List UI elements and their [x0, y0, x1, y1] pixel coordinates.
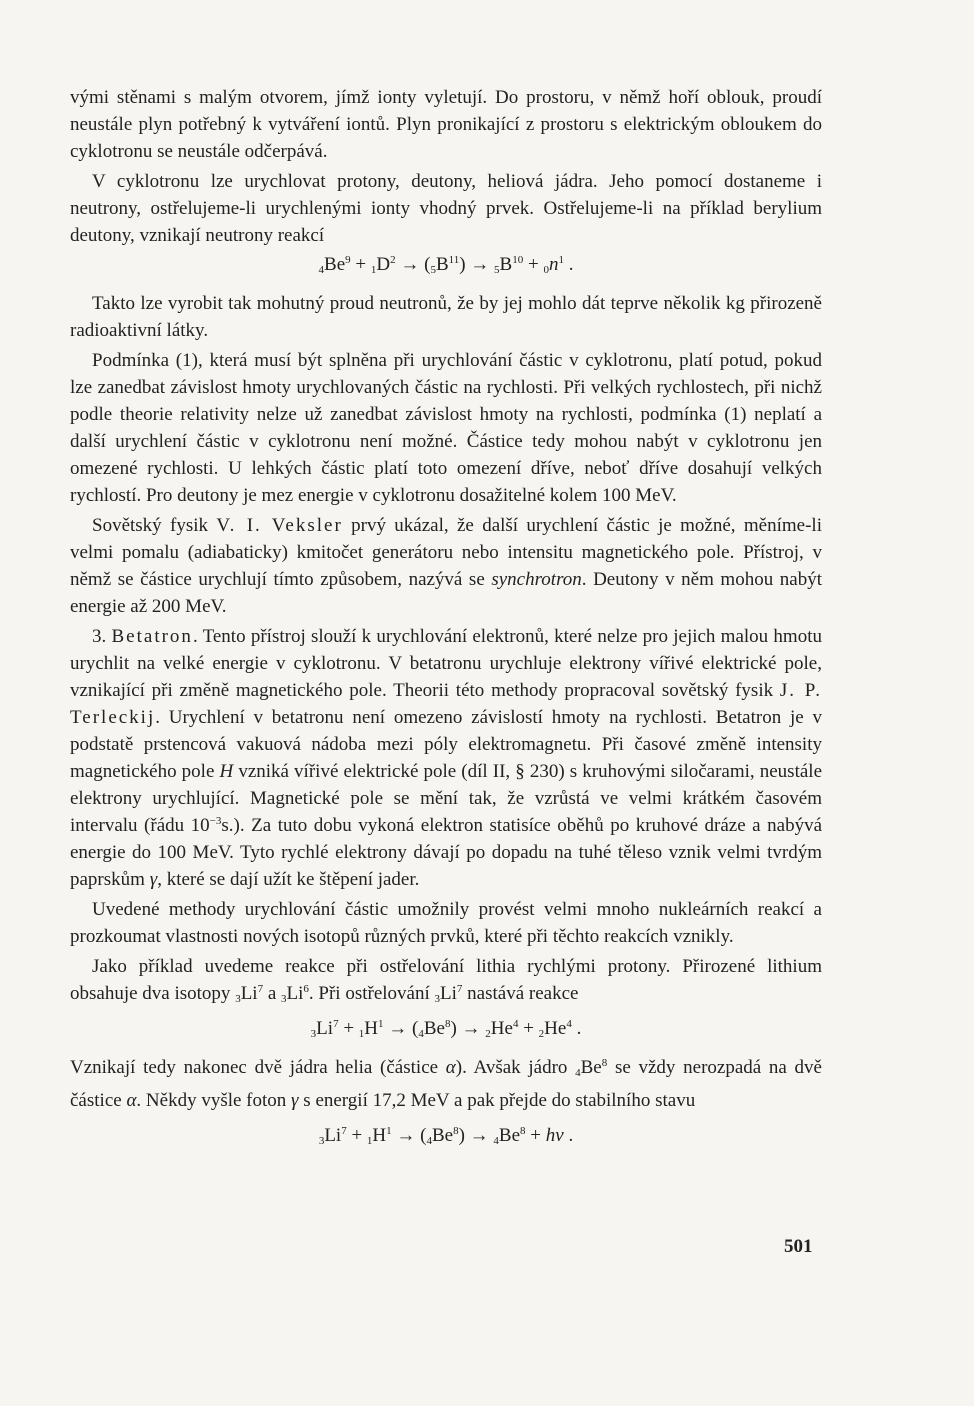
- page-number: 501: [784, 1236, 813, 1257]
- person-name: J. P. Terleckij: [70, 680, 822, 728]
- paragraph-8: Jako příklad uvedeme reakce při ostřelování lithia rychlými protony. Přirozené lithium obsahuje dva isotopy 3Li$^7$ a 3Li$^6$. Při ostřelování 3Li$^7$ nastává reakce: [70, 956, 822, 1005]
- person-name: V. I. Veksler: [216, 515, 343, 536]
- term-synchrotron: synchrotron: [491, 569, 582, 590]
- paragraph-5: Sovětský fysik V. I. Veksler prvý ukázal, že další urychlení částic je možné, měníme-li velmi pomalu (adiabaticky) kmitočet generátoru nebo intensitu magnetického pole. Přístroj, v němž se částice urychlují tímto způsobem, nazývá se synchrotron. Deutony v něm mohou nabýt energie až 200 MeV.: [70, 515, 822, 617]
- section-heading: Betatron: [111, 626, 193, 647]
- paragraph-3: Takto lze vyrobit tak mohutný proud neutronů, že by jej mohlo dát teprve několik kg přirozeně radioaktivní látky.: [70, 293, 822, 341]
- paragraph-2: V cyklotronu lze urychlovat protony, deutony, heliová jádra. Jeho pomocí dostaneme i neutrony, ostřelujeme-li urychlenými ionty vhodný prvek. Ostřelujeme-li na příklad berylium deutony, vznikají neutrony reakcí: [70, 171, 822, 246]
- paragraph-1: vými stěnami s malým otvorem, jímž ionty vyletují. Do prostoru, v němž hoří oblouk, proudí neustále plyn potřebný k vytváření iontů. Plyn pronikající z prostoru s elektrickým obloukem do cyklotronu se neustále odčerpává.: [70, 87, 822, 162]
- equation-beryllium: $4Be^9 + 1D^2 \to (5B^{11}) \to 5B^{10} + 0n^1$ .: [318, 254, 574, 276]
- paragraph-9: Vznikají tedy nakonec dvě jádra helia (částice α). Avšak jádro 4Be$^8$ se vždy nerozpadá na dvě částice α. Někdy vyšle foton γ s energií 17,2 MeV a pak přejde do stabilního stavu: [70, 1057, 822, 1111]
- equation-lithium-2: $3Li^7 + 1H^1 \to (4Be^8) \to 4Be^8 + h\nu$ .: [318, 1125, 574, 1147]
- paragraph-7: Uvedené methody urychlování částic umožnily provést velmi mnoho nukleárních reakcí a prozkoumat vlastnosti nových isotopů různých prvků, které při těchto reakcích vznikly.: [70, 899, 822, 947]
- equation-lithium-1: $3Li^7 + 1H^1 \to (4Be^8) \to 2He^4 + 2He^4$ .: [310, 1018, 582, 1040]
- paragraph-4: Podmínka (1), která musí být splněna při urychlování částic v cyklotronu, platí potud, pokud lze zanedbat závislost hmoty urychlovaných částic na rychlosti. Při velkých rychlostech, při nichž podle theorie relativity nelze už zanedbat závislost hmoty na rychlosti, podmínka (1) neplatí a další urychlení částic v cyklotronu není možné. Částice tedy mohou nabýt v cyklotronu jen omezené rychlosti. U lehkých částic platí toto omezení dříve, neboť dříve dosahují velkých rychlostí. Pro deutony je mez energie v cyklotronu dosažitelné kolem 100 MeV.: [70, 350, 822, 506]
- paragraph-6: 3. Betatron. Tento přístroj slouží k urychlování elektronů, které nelze pro jejich malou hmotu urychlit na velké energie v cyklotronu. V betatronu urychluje elektrony vířivé elektrické pole, vznikající při změně magnetického pole. Theorii této methody propracoval sovětský fysik J. P. Terleckij. Urychlení v betatronu není omezeno závislostí hmoty na rychlosti. Betatron je v podstatě prstencová vakuová nádoba mezi póly elektromagnetu. Při časové změně intensity magnetického pole H vzniká vířivé elektrické pole (díl II, § 230) s kruhovými siločarami, neustále elektrony urychlující. Magnetické pole se mění tak, že vzrůstá ve velmi krátkém časovém intervalu (řádu $10^{-3}s$.). Za tuto dobu vykoná elektron statisíce oběhů po kruhové dráze a nabývá energie do 100 MeV. Tyto rychlé elektrony dávají po dopadu na tuhé těleso vznik velmi tvrdým paprskům γ, které se dají užít ke štěpení jader.: [70, 626, 822, 890]
- body-text: [70, 84, 822, 1161]
